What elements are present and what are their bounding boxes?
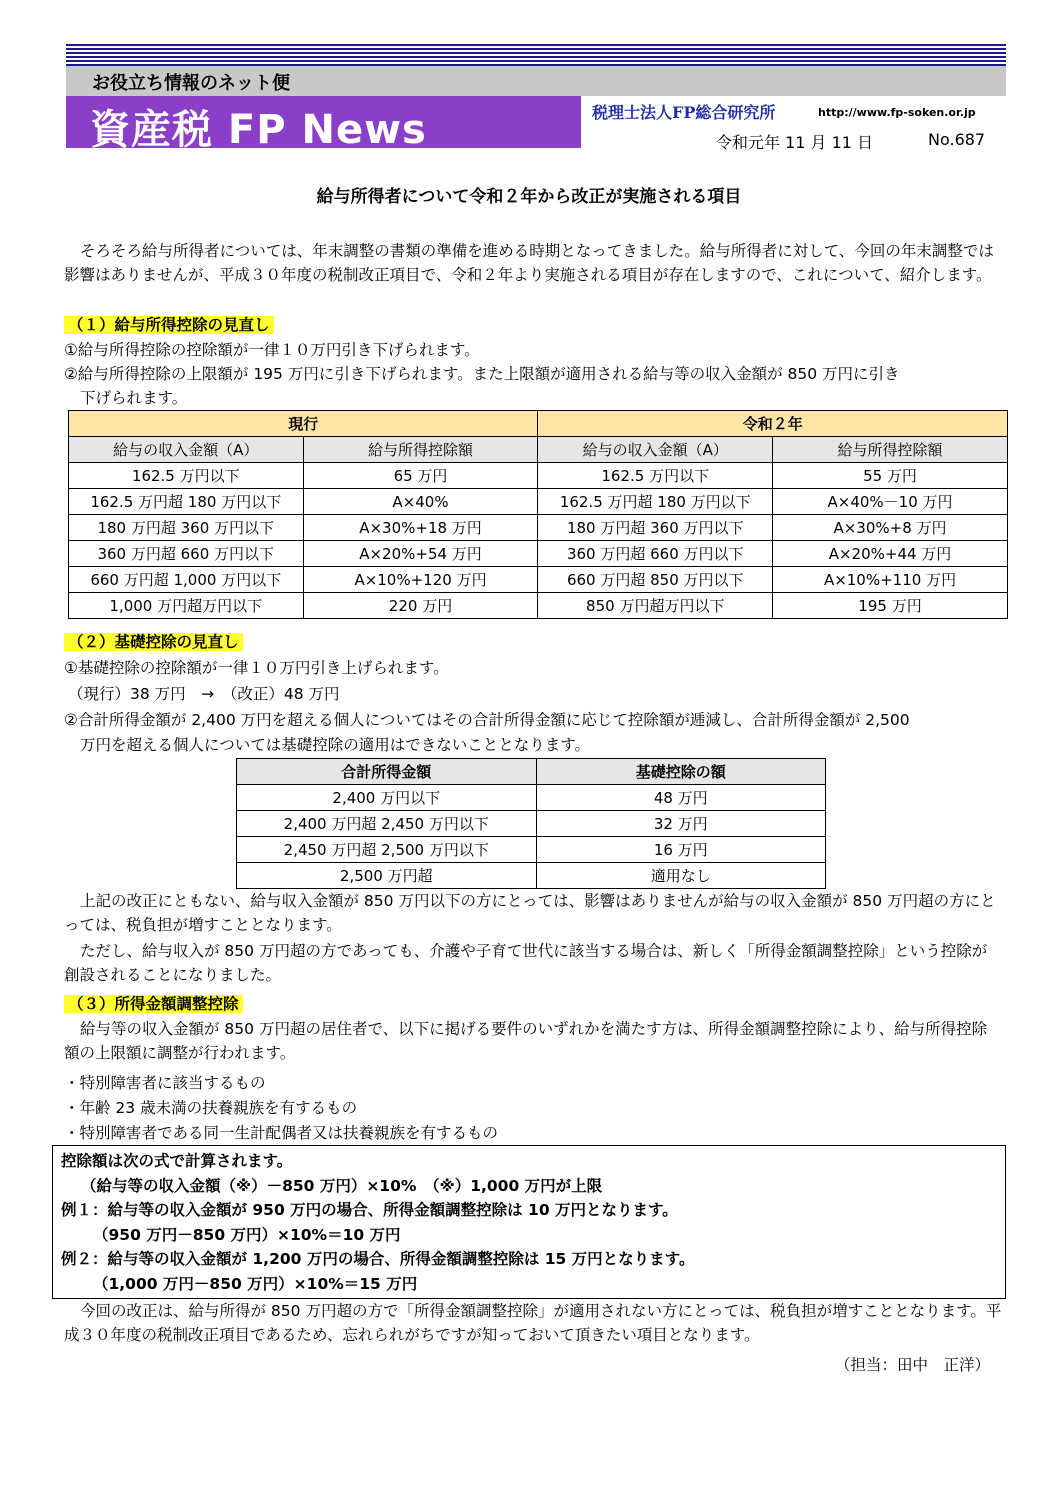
formula-example1: 例１：給与等の収入金額が 950 万円の場合、所得金額調整控除は 10 万円となります。 — [61, 1201, 678, 1219]
cell: A×30%+8 万円 — [773, 515, 1008, 541]
table-row — [69, 593, 1008, 619]
cell: A×10%+120 万円 — [303, 567, 538, 593]
cell: A×40% — [303, 489, 538, 515]
cell: 660 万円超 850 万円以下 — [538, 567, 773, 593]
section3-paragraph: 給与等の収入金額が 850 万円超の居住者で、以下に掲げる要件のいずれかを満たす方は、所得金額調整控除により、給与所得控除額の上限額に調整が行われます。 — [64, 1020, 988, 1062]
cell: 48 万円 — [536, 785, 825, 811]
cell: 360 万円超 660 万円以下 — [538, 541, 773, 567]
section1-item2a: ②給与所得控除の上限額が 195 万円に引き下げられます。また上限額が適用される給与等の収入金額が 850 万円に引き — [64, 365, 900, 383]
cell: 55 万円 — [773, 463, 1008, 489]
author: （担当：田中 正洋） — [834, 1356, 990, 1374]
basic-deduction-table — [236, 758, 826, 889]
section1-heading: （１）給与所得控除の見直し — [64, 316, 274, 334]
section2-paragraph1: 上記の改正にともない、給与収入金額が 850 万円以下の方にとっては、影響はありませんが給与の収入金額が 850 万円超の方にとっては、税負担が増すこととなります。 — [64, 892, 996, 934]
requirement-item: ・特別障害者である同一生計配偶者又は扶養親族を有するもの — [64, 1124, 499, 1142]
cell: 850 万円超万円以下 — [538, 593, 773, 619]
section2-paragraph2: ただし、給与収入が 850 万円超の方であっても、介護や子育て世代に該当する場合は、新しく「所得金額調整控除」という控除が創設されることになりました。 — [64, 942, 988, 984]
issue-number: No.687 — [928, 130, 986, 149]
closing-paragraph: 今回の改正は、給与所得が 850 万円超の方で「所得金額調整控除」が適用されない方にとっては、税負担が増すこととなります。平成３０年度の税制改正項目であるため、忘れられがちですが知っておいて頂きたい項目となります。 — [64, 1302, 1002, 1344]
table-row — [237, 863, 826, 889]
cell: A×30%+18 万円 — [303, 515, 538, 541]
section3-heading: （３）所得金額調整控除 — [64, 995, 243, 1013]
cell: A×40%－10 万円 — [773, 489, 1008, 515]
cell: 162.5 万円超 180 万円以下 — [538, 489, 773, 515]
cell: 162.5 万円以下 — [69, 463, 304, 489]
formula-calc2: （1,000 万円－850 万円）×10%＝15 万円 — [93, 1275, 418, 1293]
table-row — [69, 463, 1008, 489]
col-income: 給与の収入金額（A） — [69, 437, 304, 463]
cell: 162.5 万円以下 — [538, 463, 773, 489]
cell: 適用なし — [536, 863, 825, 889]
cell: 360 万円超 660 万円以下 — [69, 541, 304, 567]
col-total-income: 合計所得金額 — [237, 759, 537, 785]
cell: 2,500 万円超 — [237, 863, 537, 889]
cell: A×20%+54 万円 — [303, 541, 538, 567]
col-deduction: 給与所得控除額 — [303, 437, 538, 463]
requirement-item: ・特別障害者に該当するもの — [64, 1074, 266, 1092]
cell: 16 万円 — [536, 837, 825, 863]
cell: A×10%+110 万円 — [773, 567, 1008, 593]
table-row — [69, 541, 1008, 567]
firm-url[interactable]: http://www.fp-soken.or.jp — [818, 106, 976, 119]
requirement-item: ・年齢 23 歳未満の扶養親族を有するもの — [64, 1099, 358, 1117]
header-rule — [66, 44, 1006, 66]
section1-item1: ①給与所得控除の控除額が一律１０万円引き下げられます。 — [64, 341, 480, 359]
cell: 2,400 万円以下 — [237, 785, 537, 811]
cell: 2,400 万円超 2,450 万円以下 — [237, 811, 537, 837]
cell: 1,000 万円超万円以下 — [69, 593, 304, 619]
cell: 220 万円 — [303, 593, 538, 619]
header-tagline-bar — [66, 66, 1006, 96]
formula-line: 控除額は次の式で計算されます。 — [61, 1152, 293, 1170]
section1-item2b: 下げられます。 — [80, 389, 188, 407]
section2-heading: （２）基礎控除の見直し — [64, 633, 243, 651]
table-row — [237, 811, 826, 837]
cell: 32 万円 — [536, 811, 825, 837]
col-basic-deduction: 基礎控除の額 — [536, 759, 825, 785]
newsletter-title: 資産税 FP News — [90, 107, 427, 153]
cell: 180 万円超 360 万円以下 — [538, 515, 773, 541]
table-row — [237, 785, 826, 811]
cell: 195 万円 — [773, 593, 1008, 619]
table-group-new: 令和２年 — [538, 411, 1008, 437]
section2-item1: ①基礎控除の控除額が一律１０万円引き上げられます。 — [64, 659, 449, 677]
header-tagline: お役立ち情報のネット便 — [92, 73, 290, 94]
cell: 65 万円 — [303, 463, 538, 489]
firm-name: 税理士法人FP総合研究所 — [592, 103, 776, 122]
cell: 162.5 万円超 180 万円以下 — [69, 489, 304, 515]
section2-item2a: ②合計所得金額が 2,400 万円を超える個人についてはその合計所得金額に応じて控除額が逓減し、合計所得金額が 2,500 — [64, 711, 910, 729]
table-row — [69, 567, 1008, 593]
formula-calc1: （950 万円－850 万円）×10%＝10 万円 — [93, 1226, 401, 1244]
formula-box — [52, 1145, 1006, 1299]
section2-item2b: 万円を超える個人については基礎控除の適用はできないこととなります。 — [80, 736, 590, 754]
article-headline: 給与所得者について令和２年から改正が実施される項目 — [316, 187, 742, 207]
table-row — [69, 489, 1008, 515]
intro-paragraph: そろそろ給与所得者については、年末調整の書類の準備を進める時期となってきました。給与所得者に対して、今回の年末調整では影響はありませんが、平成３０年度の税制改正項目で、令和２年より実施される項目が存在しますので、これについて、紹介します。 — [64, 242, 994, 284]
col-deduction: 給与所得控除額 — [773, 437, 1008, 463]
formula-example2: 例２：給与等の収入金額が 1,200 万円の場合、所得金額調整控除は 15 万円となります。 — [61, 1250, 695, 1268]
cell: A×20%+44 万円 — [773, 541, 1008, 567]
formula-line: （給与等の収入金額（※）－850 万円）×10% （※）1,000 万円が上限 — [81, 1177, 603, 1195]
section2-item1-detail: （現行）38 万円 → （改正）48 万円 — [68, 685, 340, 703]
cell: 660 万円超 1,000 万円以下 — [69, 567, 304, 593]
issue-date: 令和元年 11 月 11 日 — [716, 133, 874, 152]
deduction-table — [68, 410, 1008, 619]
cell: 180 万円超 360 万円以下 — [69, 515, 304, 541]
table-row — [237, 837, 826, 863]
cell: 2,450 万円超 2,500 万円以下 — [237, 837, 537, 863]
col-income: 給与の収入金額（A） — [538, 437, 773, 463]
table-row — [69, 515, 1008, 541]
table-group-current: 現行 — [69, 411, 538, 437]
